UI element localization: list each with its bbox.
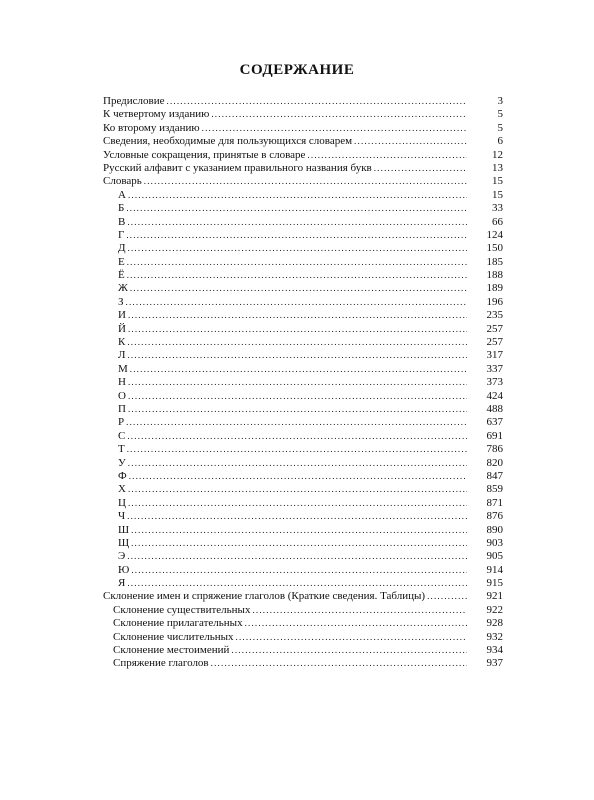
toc-entry-page-number: 932 — [486, 630, 503, 643]
toc-entry-label: Д — [118, 242, 126, 255]
toc-entry-label: Сведения, необходимые для пользующихся словарем — [103, 135, 353, 148]
toc-entry-label: Ф — [118, 469, 127, 482]
toc-entry-page-number: 257 — [486, 336, 503, 349]
toc-entry — [103, 202, 503, 215]
toc-entry — [103, 149, 503, 162]
page-title: СОДЕРЖАНИЕ — [239, 62, 355, 78]
toc-entry-page-number: 15 — [492, 175, 503, 188]
toc-entry-label: И — [118, 309, 126, 322]
toc-entry-page-number: 3 — [497, 95, 503, 107]
toc-entry — [103, 470, 503, 483]
toc-entry-page-number: 921 — [486, 590, 503, 603]
toc-entry — [103, 483, 503, 496]
dot-leader — [127, 430, 467, 443]
dot-leader — [126, 229, 467, 242]
dot-leader — [202, 122, 467, 135]
toc-entry — [103, 282, 503, 295]
dot-leader — [128, 242, 467, 255]
toc-entry-page-number: 424 — [486, 389, 503, 402]
toc-entry — [103, 229, 503, 242]
toc-entry-page-number: 33 — [492, 202, 503, 215]
dot-leader — [127, 349, 467, 362]
dot-leader — [131, 537, 467, 550]
toc-entry-label: Склонение имен и спряжение глаголов (Краткие сведения. Таблицы) — [103, 590, 426, 603]
toc-entry-page-number: 876 — [486, 510, 503, 523]
dot-leader — [128, 376, 467, 389]
toc-entry — [103, 497, 503, 510]
dot-leader — [127, 510, 467, 523]
toc-entry-label: Ж — [118, 282, 128, 295]
toc-entry-page-number: 188 — [486, 269, 503, 282]
toc-entry — [103, 363, 503, 376]
toc-entry-page-number: 871 — [486, 496, 503, 509]
toc-entry-page-number: 189 — [486, 282, 503, 295]
toc-entry-label: Б — [118, 202, 125, 215]
dot-leader — [236, 631, 468, 644]
toc-entry-page-number: 6 — [497, 135, 503, 148]
toc-entry-page-number: 66 — [492, 215, 503, 228]
toc-entry — [103, 644, 503, 657]
toc-entry-label: Склонение существительных — [113, 603, 251, 616]
toc-entry-label: К — [118, 336, 126, 349]
toc-entry — [103, 430, 503, 443]
toc-entry — [103, 269, 503, 282]
toc-entry-label: Г — [118, 228, 125, 241]
toc-entry-label: Склонение местоимений — [113, 644, 230, 657]
toc-entry-label: Ю — [118, 563, 130, 576]
dot-leader — [127, 336, 467, 349]
toc-entry-page-number: 13 — [492, 161, 503, 174]
toc-entry-label: Я — [118, 577, 126, 590]
toc-entry — [103, 510, 503, 523]
dot-leader — [128, 457, 467, 470]
toc-entry — [103, 550, 503, 563]
dot-leader — [211, 657, 467, 670]
toc-entry-label: Е — [118, 255, 125, 268]
dot-leader — [128, 323, 467, 336]
dot-leader — [128, 189, 467, 202]
toc-entry-page-number: 922 — [486, 603, 503, 616]
dot-leader — [126, 416, 467, 429]
toc-entry-page-number: 12 — [492, 148, 503, 161]
toc-entry-page-number: 337 — [486, 362, 503, 375]
toc-entry — [103, 590, 503, 603]
toc-entry — [103, 256, 503, 269]
toc-entry-page-number: 937 — [486, 657, 503, 670]
toc-entry-label: Русский алфавит с указанием правильного названия букв — [103, 161, 372, 174]
dot-leader — [354, 135, 467, 148]
toc-entry-label: Ш — [118, 523, 130, 536]
dot-leader — [127, 577, 467, 590]
dot-leader — [130, 363, 467, 376]
toc-entry-label: Т — [118, 443, 125, 456]
toc-entry-label: М — [118, 362, 128, 375]
toc-entry-page-number: 928 — [486, 617, 503, 630]
toc-entry-page-number: 235 — [486, 309, 503, 322]
dot-leader — [126, 296, 467, 309]
dot-leader — [245, 617, 467, 630]
toc-entry — [103, 135, 503, 148]
toc-entry-page-number: 915 — [486, 577, 503, 590]
dot-leader — [127, 256, 467, 269]
toc-entry — [103, 323, 503, 336]
toc-entry-label: Спряжение глаголов — [113, 657, 209, 670]
toc-entry-page-number: 691 — [486, 429, 503, 442]
toc-entry-page-number: 150 — [486, 242, 503, 255]
dot-leader — [231, 644, 467, 657]
toc-entry-page-number: 257 — [486, 322, 503, 335]
dot-leader — [128, 309, 467, 322]
dot-leader — [252, 604, 467, 617]
toc-entry — [103, 122, 503, 135]
dot-leader — [427, 590, 467, 603]
toc-entry-label: В — [118, 215, 126, 228]
dot-leader — [128, 390, 467, 403]
toc-entry — [103, 349, 503, 362]
dot-leader — [127, 550, 467, 563]
toc-entry — [103, 108, 503, 121]
toc-entry-label: Л — [118, 349, 126, 362]
toc-entry — [103, 403, 503, 416]
toc-entry-page-number: 914 — [486, 563, 503, 576]
toc-entry-label: З — [118, 295, 124, 308]
toc-entry-page-number: 5 — [497, 121, 503, 134]
toc-entry — [103, 309, 503, 322]
toc-entry-label: Х — [118, 483, 126, 496]
toc-entry-page-number: 820 — [486, 456, 503, 469]
toc-entry-label: Склонение прилагательных — [113, 617, 243, 630]
toc-entry-label: Ц — [118, 496, 126, 509]
toc-entry-label: Э — [118, 550, 126, 563]
toc-entry — [103, 657, 503, 670]
toc-entry-label: Условные сокращения, принятые в словаре — [103, 148, 306, 161]
toc-entry — [103, 216, 503, 229]
toc-entry-label: П — [118, 402, 126, 415]
toc-entry-label: Й — [118, 322, 126, 335]
toc-entry — [103, 189, 503, 202]
toc-entry — [103, 577, 503, 590]
toc-entry-label: Щ — [118, 536, 130, 549]
toc-entry-page-number: 786 — [486, 443, 503, 456]
toc-entry-page-number: 847 — [486, 469, 503, 482]
toc-entry-page-number: 903 — [486, 536, 503, 549]
toc-entry-label: Р — [118, 416, 125, 429]
toc-entry-page-number: 15 — [492, 188, 503, 201]
toc-entry-page-number: 5 — [497, 108, 503, 121]
dot-leader — [211, 108, 467, 121]
toc-entry — [103, 336, 503, 349]
toc-entry — [103, 564, 503, 577]
toc-entry — [103, 390, 503, 403]
toc-entry-page-number: 317 — [486, 349, 503, 362]
toc-entry-page-number: 373 — [486, 376, 503, 389]
toc-entry-label: С — [118, 429, 126, 442]
dot-leader — [128, 483, 467, 496]
toc-entry — [103, 296, 503, 309]
dot-leader — [131, 524, 467, 537]
toc-entry — [103, 631, 503, 644]
toc-entry — [103, 457, 503, 470]
dot-leader — [131, 564, 467, 577]
toc-entry-label: Ё — [118, 269, 125, 282]
toc-entry — [103, 537, 503, 550]
dot-leader — [374, 162, 467, 175]
dot-leader — [127, 269, 467, 282]
toc-entry-label: Склонение числительных — [113, 630, 234, 643]
table-of-contents — [103, 95, 503, 671]
dot-leader — [127, 216, 467, 229]
toc-entry-page-number: 859 — [486, 483, 503, 496]
toc-entry — [103, 162, 503, 175]
toc-entry-label: Словарь — [103, 175, 142, 188]
toc-entry-label: Н — [118, 376, 126, 389]
toc-entry-label: Ко второму изданию — [103, 121, 200, 134]
toc-entry-page-number: 637 — [486, 416, 503, 429]
toc-entry-label: Ч — [118, 510, 126, 523]
toc-entry — [103, 524, 503, 537]
dot-leader — [128, 497, 467, 510]
toc-entry-label: А — [118, 188, 126, 201]
toc-entry-page-number: 934 — [486, 644, 503, 657]
toc-entry — [103, 617, 503, 630]
dot-leader — [128, 403, 467, 416]
dot-leader — [130, 282, 467, 295]
dot-leader — [126, 202, 467, 215]
toc-entry-label: У — [118, 456, 126, 469]
toc-entry-label: О — [118, 389, 126, 402]
toc-entry — [103, 175, 503, 188]
dot-leader — [307, 149, 467, 162]
toc-entry — [103, 95, 503, 108]
toc-entry — [103, 416, 503, 429]
toc-entry — [103, 443, 503, 456]
toc-entry-page-number: 185 — [486, 255, 503, 268]
toc-entry — [103, 242, 503, 255]
toc-entry-page-number: 196 — [486, 295, 503, 308]
dot-leader — [167, 95, 468, 108]
toc-entry-page-number: 890 — [486, 523, 503, 536]
toc-entry-page-number: 124 — [486, 228, 503, 241]
toc-entry — [103, 604, 503, 617]
toc-entry — [103, 376, 503, 389]
toc-entry-page-number: 488 — [486, 402, 503, 415]
toc-entry-label: Предисловие — [103, 95, 165, 107]
toc-entry-label: К четвертому изданию — [103, 108, 210, 121]
dot-leader — [144, 175, 467, 188]
dot-leader — [127, 443, 467, 456]
dot-leader — [129, 470, 467, 483]
toc-entry-page-number: 905 — [486, 550, 503, 563]
